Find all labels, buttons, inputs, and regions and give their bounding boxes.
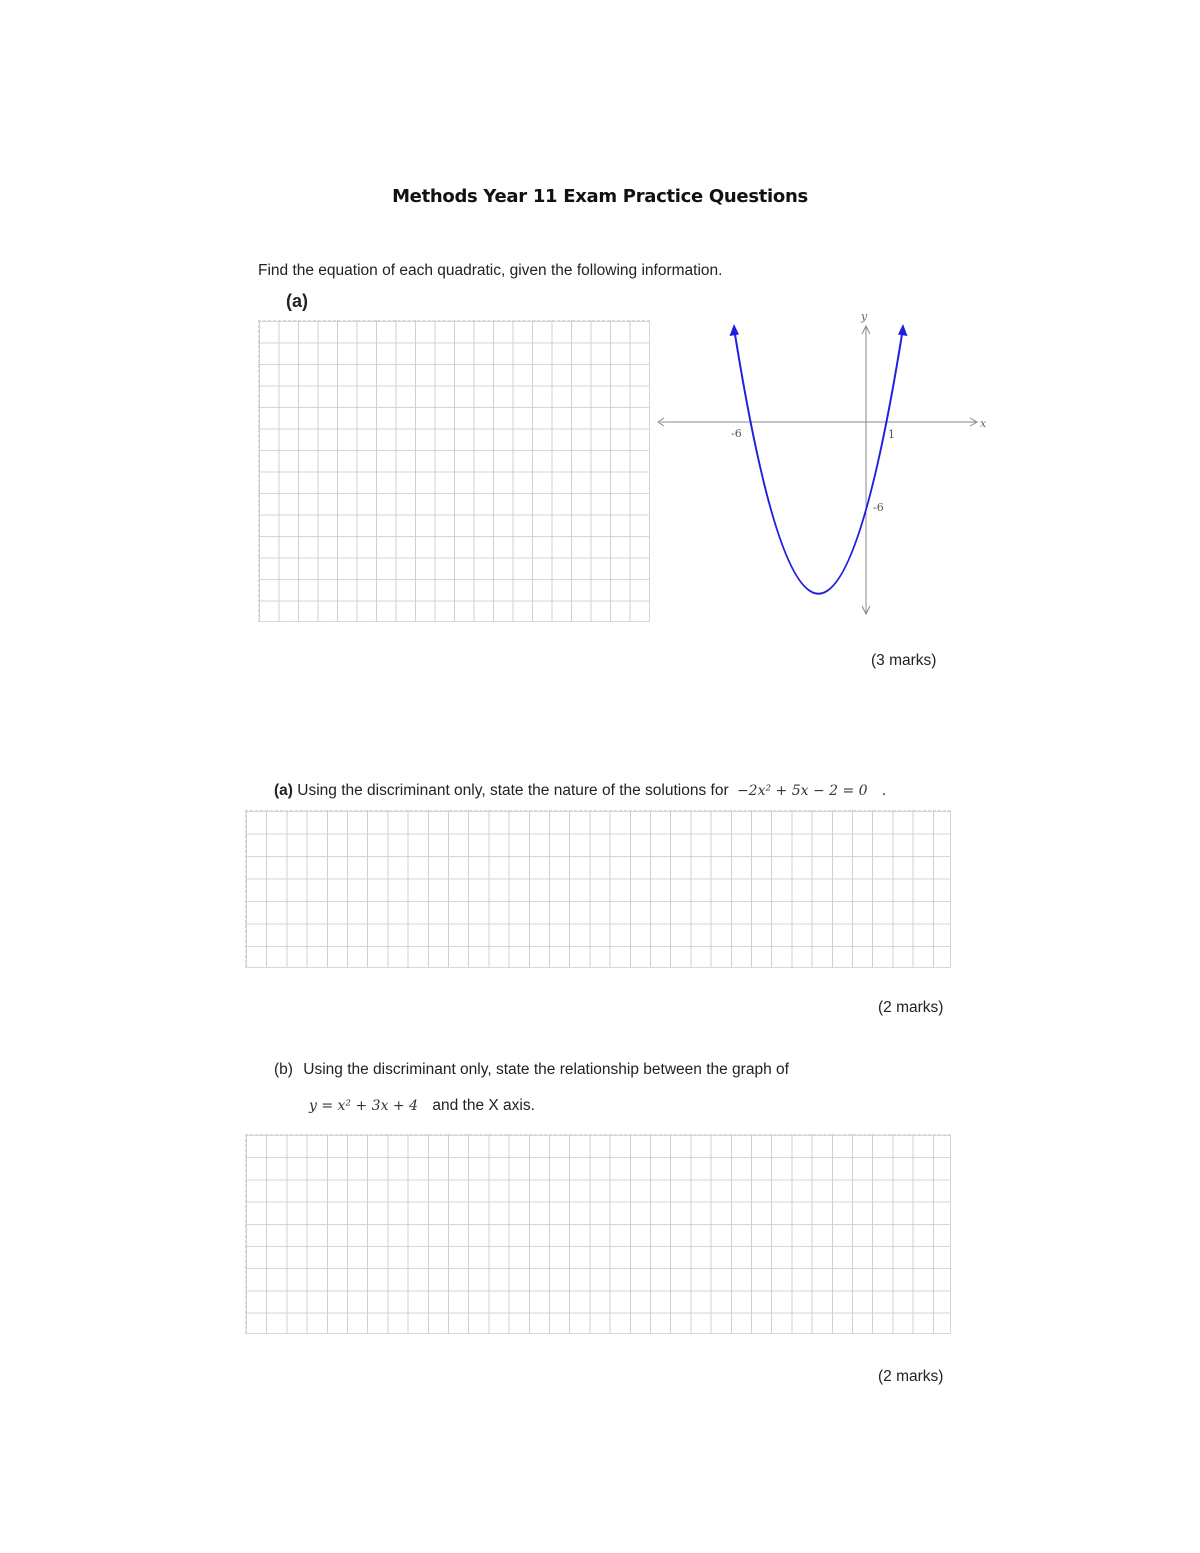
q1-part-label: (a): [286, 291, 308, 311]
parabola-arrow-left: [730, 324, 740, 336]
q2a-question: [274, 782, 886, 800]
q1-parabola-graph: [652, 305, 992, 625]
q1-marks: (3 marks): [871, 652, 937, 669]
q2b-equation-suffix: and the X axis.: [432, 1097, 535, 1114]
q2b-question: [274, 1061, 789, 1079]
x-axis-label: x: [980, 417, 987, 430]
q2b-marks: (2 marks): [878, 1368, 944, 1385]
x-intercept-right-label: 1: [888, 428, 895, 441]
page-title: Methods Year 11 Exam Practice Questions: [392, 186, 808, 207]
y-intercept-label: -6: [873, 501, 884, 514]
q2a-trailing: .: [881, 782, 887, 799]
q2a-text: Using the discriminant only, state the nature of the solutions for: [297, 782, 729, 799]
q2a-equation: −2x² + 5x − 2 = 0: [736, 783, 868, 799]
y-axis-label: y: [861, 310, 868, 323]
q2b-answer-grid[interactable]: [245, 1134, 951, 1334]
parabola-curve: [735, 333, 902, 594]
q2a-answer-grid[interactable]: [245, 810, 951, 968]
q2a-label: (a): [274, 782, 293, 799]
x-intercept-left-label: -6: [731, 427, 742, 440]
q1-instruction: Find the equation of each quadratic, given the following information.: [258, 262, 723, 279]
q1-answer-grid[interactable]: [258, 320, 650, 622]
q2b-equation: y = x² + 3x + 4: [309, 1098, 419, 1114]
q2b-text: Using the discriminant only, state the relationship between the graph of: [303, 1061, 789, 1078]
q2b-label: (b): [274, 1061, 293, 1078]
parabola-arrow-right: [898, 324, 908, 336]
q2a-marks: (2 marks): [878, 999, 944, 1016]
q2b-equation-line: [309, 1097, 535, 1115]
